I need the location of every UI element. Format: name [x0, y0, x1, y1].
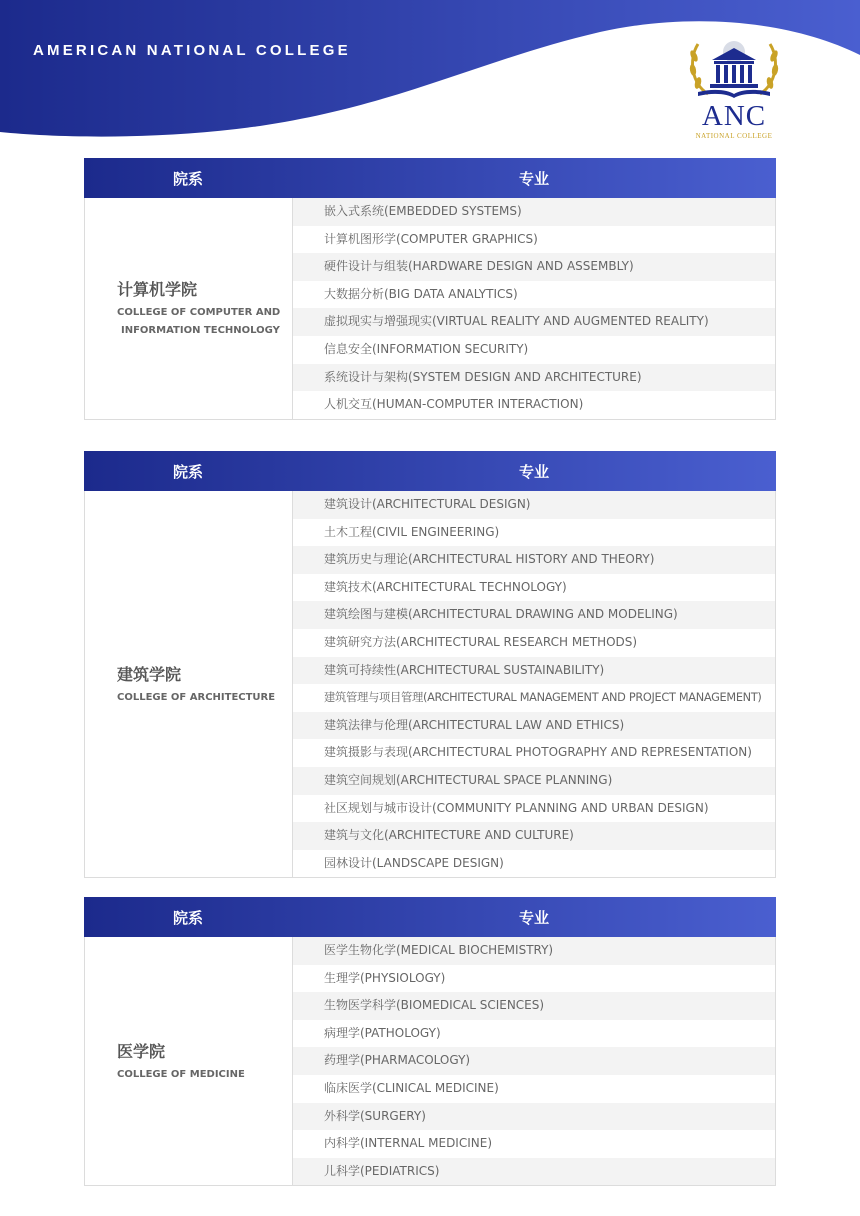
department-name-cn: 医学院 [117, 1041, 166, 1061]
major-row: 临床医学(CLINICAL MEDICINE) [324, 1080, 499, 1095]
department-name-en-line: COLLEGE OF MEDICINE [117, 1068, 245, 1080]
major-row: 建筑可持续性(ARCHITECTURAL SUSTAINABILITY) [293, 657, 775, 685]
major-row: 建筑管理与项目管理(ARCHITECTURAL MANAGEMENT AND PROJECT MANAGEMENT) [324, 691, 762, 705]
department-cell [85, 198, 293, 419]
department-table-medicine [84, 897, 776, 1186]
header-major: 专业 [518, 462, 549, 481]
department-name-en-line: COLLEGE OF ARCHITECTURE [117, 691, 276, 703]
header-major: 专业 [518, 169, 549, 188]
table-header [84, 158, 776, 198]
major-row: 大数据分析(BIG DATA ANALYTICS) [324, 286, 518, 301]
major-row: 信息安全(INFORMATION SECURITY) [324, 341, 529, 356]
major-row: 药理学(PHARMACOLOGY) [293, 1047, 775, 1075]
header-dept: 院系 [172, 908, 203, 927]
major-row: 社区规划与城市设计(COMMUNITY PLANNING AND URBAN DESIGN) [324, 800, 709, 815]
department-cell [85, 937, 293, 1185]
department-name-en-line: COLLEGE OF COMPUTER AND [117, 306, 281, 318]
major-row: 建筑设计(ARCHITECTURAL DESIGN) [293, 491, 775, 519]
table-header [84, 451, 776, 491]
major-row: 系统设计与架构(SYSTEM DESIGN AND ARCHITECTURE) [293, 364, 775, 392]
major-list [293, 198, 775, 419]
college-building-icon [684, 34, 784, 104]
header-major: 专业 [518, 908, 549, 927]
major-row: 建筑摄影与表现(ARCHITECTURAL PHOTOGRAPHY AND REPRESENTATION) [324, 745, 752, 760]
major-row: 建筑研究方法(ARCHITECTURAL RESEARCH METHODS) [324, 634, 638, 649]
logo-subtext: NATIONAL COLLEGE [695, 132, 773, 140]
major-row: 园林设计(LANDSCAPE DESIGN) [324, 855, 504, 870]
college-name: AMERICAN NATIONAL COLLEGE [33, 42, 351, 59]
major-row: 儿科学(PEDIATRICS) [293, 1158, 775, 1186]
department-table-computer [84, 158, 776, 420]
major-row: 建筑法律与伦理(ARCHITECTURAL LAW AND ETHICS) [293, 712, 775, 740]
major-row: 建筑绘图与建模(ARCHITECTURAL DRAWING AND MODELING) [293, 601, 775, 629]
major-row: 建筑技术(ARCHITECTURAL TECHNOLOGY) [324, 579, 567, 594]
major-row: 嵌入式系统(EMBEDDED SYSTEMS) [293, 198, 775, 226]
major-row: 人机交互(HUMAN-COMPUTER INTERACTION) [324, 397, 584, 412]
department-name-en-line: INFORMATION TECHNOLOGY [121, 324, 280, 336]
table-header [84, 897, 776, 937]
major-row: 建筑空间规划(ARCHITECTURAL SPACE PLANNING) [293, 767, 775, 795]
major-row: 计算机图形学(COMPUTER GRAPHICS) [324, 231, 538, 246]
department-table-architecture [84, 451, 776, 878]
department-name-cn: 计算机学院 [117, 279, 198, 299]
header-dept: 院系 [172, 169, 203, 188]
major-row: 建筑与文化(ARCHITECTURE AND CULTURE) [293, 822, 775, 850]
major-row: 硬件设计与组装(HARDWARE DESIGN AND ASSEMBLY) [293, 253, 775, 281]
major-list [293, 937, 775, 1185]
department-cell [85, 491, 293, 877]
major-row: 生理学(PHYSIOLOGY) [324, 970, 446, 985]
major-row: 病理学(PATHOLOGY) [324, 1025, 441, 1040]
major-row: 内科学(INTERNAL MEDICINE) [324, 1136, 493, 1151]
major-row: 建筑历史与理论(ARCHITECTURAL HISTORY AND THEORY) [293, 546, 775, 574]
major-row: 医学生物化学(MEDICAL BIOCHEMISTRY) [293, 937, 775, 965]
major-row: 虚拟现实与增强现实(VIRTUAL REALITY AND AUGMENTED REALITY) [293, 308, 775, 336]
logo-text: ANC [701, 100, 767, 132]
major-row: 外科学(SURGERY) [293, 1103, 775, 1131]
college-logo [684, 34, 784, 144]
major-list [293, 491, 775, 877]
page-header [0, 0, 860, 140]
header-dept: 院系 [172, 462, 203, 481]
major-row: 土木工程(CIVIL ENGINEERING) [324, 524, 500, 539]
major-row: 生物医学科学(BIOMEDICAL SCIENCES) [293, 992, 775, 1020]
department-name-cn: 建筑学院 [117, 664, 182, 684]
